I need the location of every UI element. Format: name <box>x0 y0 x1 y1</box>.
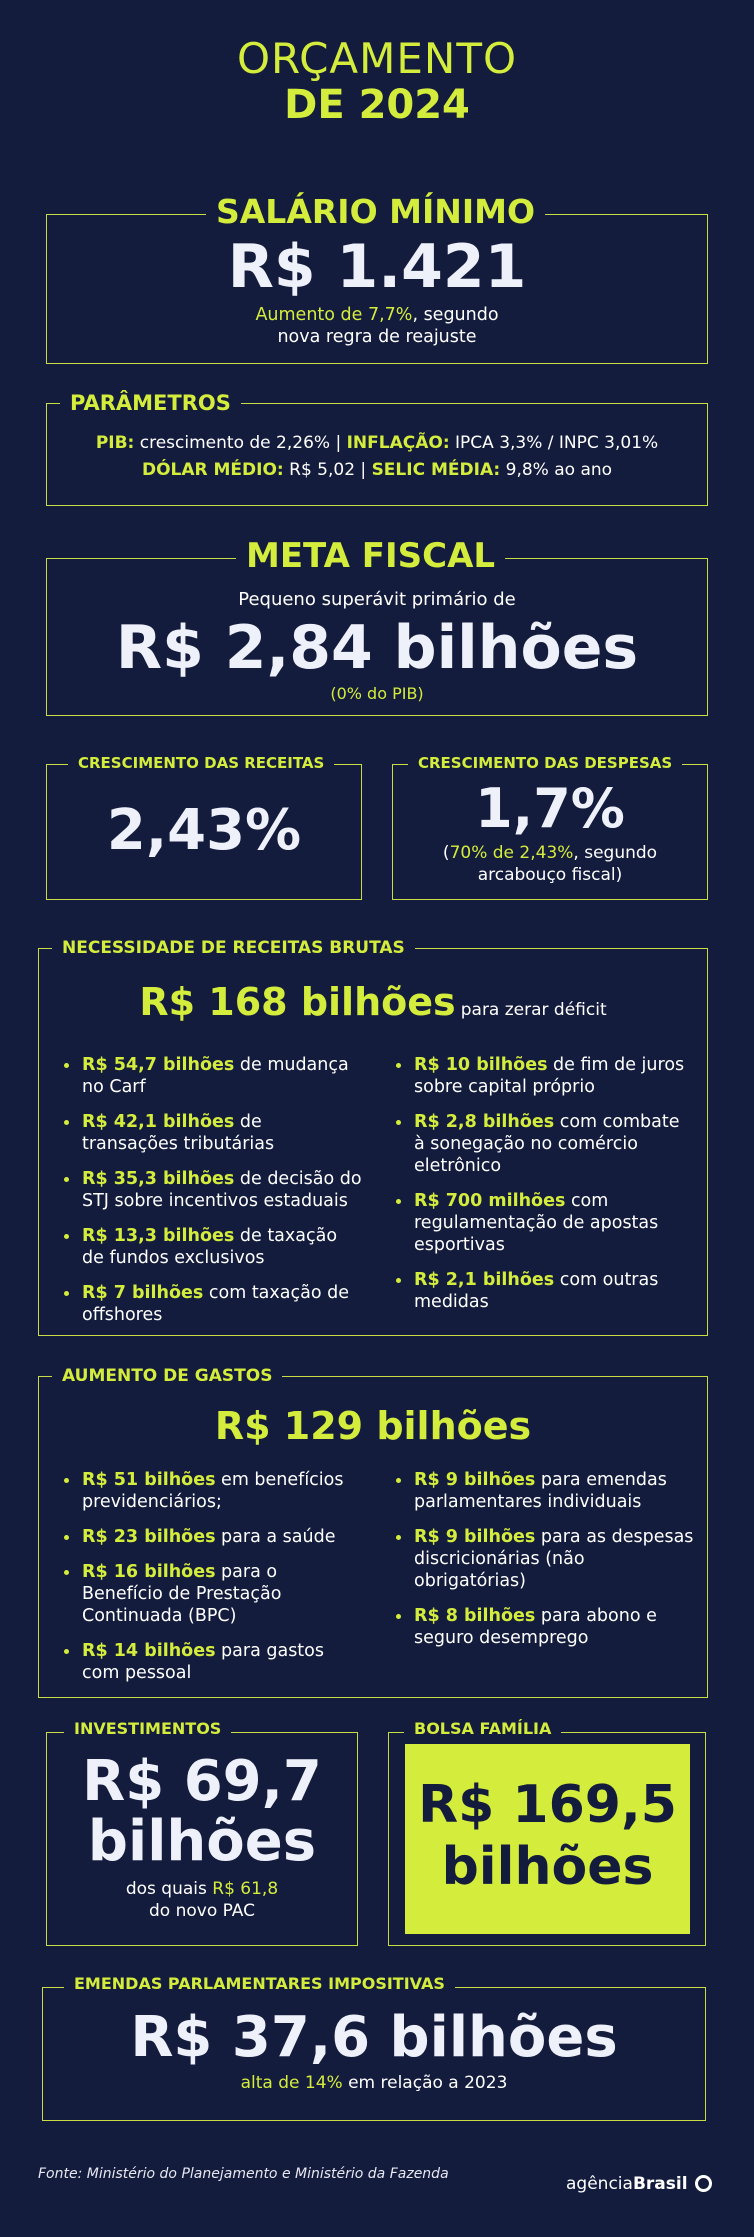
list-item <box>394 1054 694 1098</box>
list-item-amount: R$ 54,7 bilhões <box>82 1055 235 1075</box>
list-item-text: com outras medidas <box>414 1270 659 1312</box>
list-item <box>394 1269 694 1313</box>
meta-fiscal-note: (0% do PIB) <box>330 684 424 703</box>
list-item-amount: R$ 16 bilhões <box>82 1562 216 1582</box>
list-item-text: para a saúde <box>215 1527 336 1547</box>
investimentos-content <box>46 1749 358 1922</box>
investimentos-note-line2: do novo PAC <box>148 1901 255 1921</box>
inflacao-label: INFLAÇÃO: <box>346 433 450 453</box>
dolar-value: R$ 5,02 | <box>283 460 372 480</box>
list-item <box>394 1111 694 1177</box>
pib-label: PIB: <box>95 433 135 453</box>
brand-circle-icon <box>695 2175 712 2192</box>
list-item-text: com taxação de offshores <box>82 1283 349 1325</box>
list-item-amount: R$ 7 bilhões <box>82 1283 204 1303</box>
list-item-amount: R$ 10 bilhões <box>414 1055 548 1075</box>
selic-label: SELIC MÉDIA: <box>371 460 501 480</box>
list-item-amount: R$ 2,8 bilhões <box>414 1112 555 1132</box>
pib-value: crescimento de 2,26% | <box>134 433 347 453</box>
list-item <box>62 1225 362 1269</box>
brand-light: agência <box>566 2174 633 2194</box>
list-item-text: para abono e seguro desemprego <box>414 1606 657 1648</box>
title-line-1: ORÇAMENTO <box>236 34 518 83</box>
gastos-value: R$ 129 bilhões <box>214 1404 532 1448</box>
list-item <box>394 1469 694 1513</box>
list-item-text: de decisão do STJ sobre incentivos estaduais <box>82 1169 362 1211</box>
emendas-note-highlight: alta de 14% <box>240 2073 343 2093</box>
despesas-growth-value: 1,7% <box>475 777 625 840</box>
list-item-amount: R$ 8 bilhões <box>414 1606 536 1626</box>
list-item-text: de taxação de fundos exclusivos <box>82 1226 338 1268</box>
page-title <box>0 36 754 128</box>
list-item-amount: R$ 23 bilhões <box>82 1527 216 1547</box>
list-item <box>62 1640 362 1684</box>
emendas-note-rest: em relação a 2023 <box>342 2073 508 2093</box>
necessidade-value: R$ 168 bilhões <box>139 980 456 1024</box>
list-item-amount: R$ 9 bilhões <box>414 1470 536 1490</box>
emendas-content <box>42 2004 706 2094</box>
list-item-amount: R$ 42,1 bilhões <box>82 1112 235 1132</box>
bolsa-value-line2: bilhões <box>441 1837 654 1897</box>
list-item-amount: R$ 51 bilhões <box>82 1470 216 1490</box>
list-item-amount: R$ 2,1 bilhões <box>414 1270 555 1290</box>
meta-fiscal-value: R$ 2,84 bilhões <box>115 613 639 683</box>
list-item <box>62 1111 362 1155</box>
parametros-title: PARÂMETROS <box>60 388 241 418</box>
parametros-content <box>46 430 708 484</box>
meta-fiscal-content <box>46 588 708 704</box>
investimentos-note-highlight: R$ 61,8 <box>212 1879 279 1899</box>
inflacao-value: IPCA 3,3% / INPC 3,01% <box>449 433 659 453</box>
despesas-note-highlight: 70% de 2,43% <box>449 843 574 863</box>
salario-content <box>46 232 708 348</box>
emendas-title: EMENDAS PARLAMENTARES IMPOSITIVAS <box>64 1972 455 1996</box>
salario-value: R$ 1.421 <box>227 232 527 302</box>
salario-note-rest: , segundo <box>412 305 499 325</box>
investimentos-value-line1: R$ 69,7 <box>82 1749 322 1814</box>
list-item-amount: R$ 13,3 bilhões <box>82 1226 235 1246</box>
bolsa-value-line1: R$ 169,5 <box>418 1775 677 1835</box>
list-item <box>394 1190 694 1256</box>
receitas-growth-value: 2,43% <box>106 798 302 863</box>
investimentos-title: INVESTIMENTOS <box>64 1717 231 1741</box>
emendas-value: R$ 37,6 bilhões <box>130 2005 618 2070</box>
selic-value: 9,8% ao ano <box>500 460 613 480</box>
list-item-text: de fim de juros sobre capital próprio <box>414 1055 685 1097</box>
list-item <box>62 1282 362 1326</box>
despesas-note-rest: , segundo <box>573 843 658 863</box>
bolsa-highlight-panel <box>405 1744 690 1934</box>
title-line-2: DE 2024 <box>284 82 470 128</box>
necessidade-left-list <box>62 1054 362 1339</box>
list-item-text: para emendas parlamentares individuais <box>414 1470 667 1512</box>
list-item-text: em benefícios previdenciários; <box>82 1470 344 1512</box>
receitas-growth-title: CRESCIMENTO DAS RECEITAS <box>68 752 334 774</box>
list-item-amount: R$ 9 bilhões <box>414 1527 536 1547</box>
gastos-right-list <box>394 1469 694 1662</box>
bolsa-title: BOLSA FAMÍLIA <box>404 1717 561 1741</box>
necessidade-suffix: para zerar déficit <box>460 1000 607 1020</box>
list-item <box>62 1168 362 1212</box>
despesas-note-line2: arcabouço fiscal) <box>477 865 623 885</box>
meta-fiscal-title: META FISCAL <box>236 533 505 579</box>
salario-note-line2: nova regra de reajuste <box>277 327 477 347</box>
list-item <box>62 1054 362 1098</box>
list-item <box>62 1526 362 1548</box>
list-item <box>62 1469 362 1513</box>
gastos-left-list <box>62 1469 362 1697</box>
salario-title: SALÁRIO MÍNIMO <box>206 190 545 234</box>
despesas-growth-title: CRESCIMENTO DAS DESPESAS <box>408 752 682 774</box>
list-item-amount: R$ 700 milhões <box>414 1191 566 1211</box>
dolar-label: DÓLAR MÉDIO: <box>141 460 284 480</box>
necessidade-title: NECESSIDADE DE RECEITAS BRUTAS <box>52 936 415 960</box>
investimentos-note-prefix: dos quais <box>125 1879 213 1899</box>
investimentos-value-line2: bilhões <box>87 1809 317 1874</box>
meta-fiscal-subtitle: Pequeno superávit primário de <box>238 589 516 610</box>
despesas-growth-content <box>392 776 708 886</box>
list-item-text: para o Benefício de Prestação Continuada (BPC) <box>82 1562 282 1626</box>
list-item-text: para gastos com pessoal <box>82 1641 324 1683</box>
list-item-text: com combate à sonegação no comércio eletrônico <box>414 1112 680 1176</box>
list-item-text: com regulamentação de apostas esportivas <box>414 1191 659 1255</box>
list-item <box>394 1605 694 1649</box>
salario-note-highlight: Aumento de 7,7% <box>255 305 413 325</box>
list-item-amount: R$ 14 bilhões <box>82 1641 216 1661</box>
list-item-text: para as despesas discricionárias (não obrigatórias) <box>414 1527 694 1591</box>
brand-logo <box>566 2174 712 2194</box>
gastos-title: AUMENTO DE GASTOS <box>52 1364 282 1388</box>
source-note: Fonte: Ministério do Planejamento e Ministério da Fazenda <box>38 2166 449 2182</box>
brand-bold: Brasil <box>632 2174 688 2194</box>
necessidade-right-list <box>394 1054 694 1326</box>
list-item-amount: R$ 35,3 bilhões <box>82 1169 235 1189</box>
despesas-note-open: ( <box>442 843 450 863</box>
list-item <box>394 1526 694 1592</box>
list-item-text: de transações tributárias <box>82 1112 275 1154</box>
list-item <box>62 1561 362 1627</box>
necessidade-headline <box>38 976 708 1028</box>
list-item-text: de mudança no Carf <box>82 1055 349 1097</box>
